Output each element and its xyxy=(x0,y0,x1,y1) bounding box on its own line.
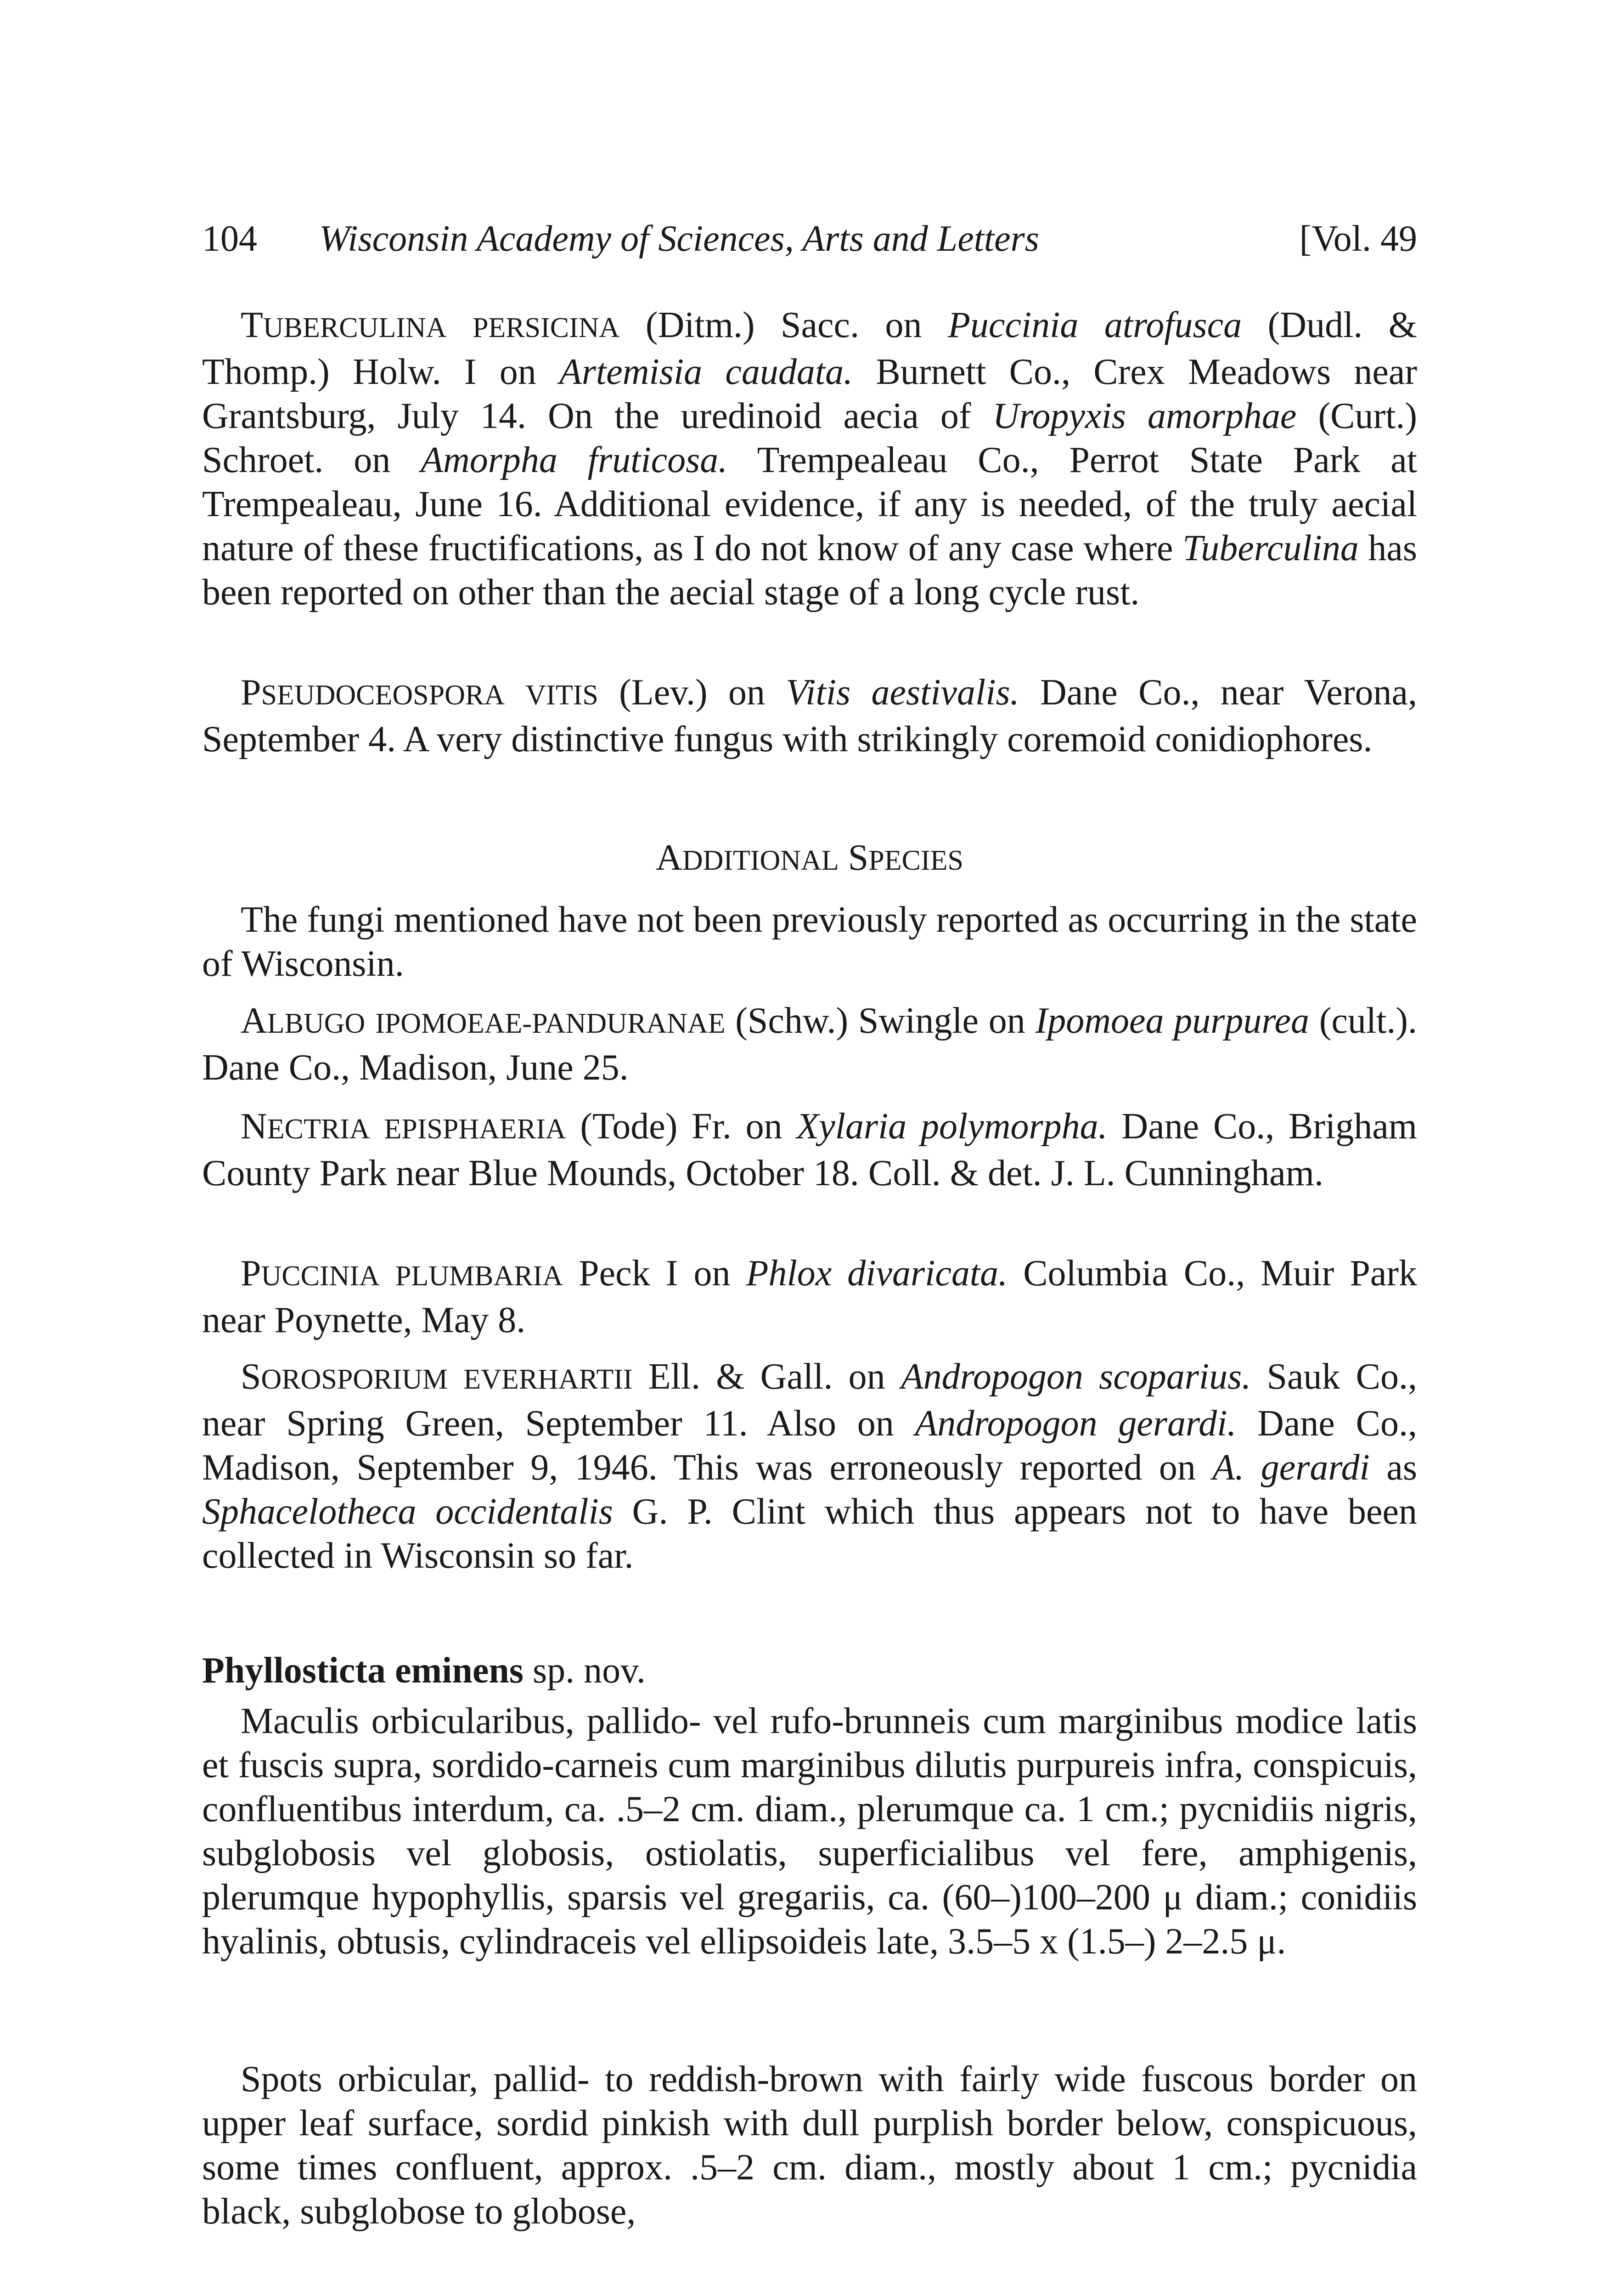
english-description: Spots orbicular, pallid- to reddish-brown with fairly wide fuscous border on upper leaf surface, sordid pinkish with dull purplish border below, conspicuous, some times confluent, approx. .5–2 cm. diam., mostly about 1 cm.; pycnidia black, subglobose to globose, xyxy=(202,2059,1417,2232)
entry-nectria xyxy=(202,1104,1417,1195)
host-name: Xylaria polymorpha. xyxy=(796,1106,1108,1147)
species-name: ALBUGO IPOMOEAE-PANDURANAE xyxy=(241,1001,726,1041)
section-intro: The fungi mentioned have not been previously reported as occurring in the state of Wisconsin. xyxy=(202,900,1417,984)
host-name: Ipomoea purpurea xyxy=(1035,1001,1310,1041)
entry-puccinia xyxy=(202,1251,1417,1342)
species-name: PSEUDOCEOSPORA VITIS xyxy=(241,672,598,713)
entry-paragraph: ALBUGO IPOMOEAE-PANDURANAE (Schw.) Swingle on Ipomoea purpurea (cult.). Dane Co., Madison, June 25. xyxy=(202,1001,1417,1088)
host-name: Artemisia caudata. xyxy=(559,352,853,392)
entry-paragraph: SOROSPORIUM EVERHARTII Ell. & Gall. on Andropogon scoparius. Sauk Co., near Spring Green, September 11. Also on Andropogon gerardi. Dane Co., Madison, September 9, 1946. This was erroneously reported on A. gerardi as Sphacelotheca occidentalis G. P. Clint which thus appears not to have been collected in Wisconsin so far. xyxy=(202,1356,1418,1576)
new-species-label: sp. nov. xyxy=(523,1650,646,1691)
entry-albugo xyxy=(202,999,1417,1090)
species-name-italic: Sphacelotheca occidentalis xyxy=(202,1491,613,1532)
host-name: A. gerardi xyxy=(1212,1447,1370,1488)
new-species-name: Phyllosticta eminens xyxy=(202,1650,523,1691)
host-name: Phlox divaricata. xyxy=(746,1253,1008,1294)
latin-diagnosis: Maculis orbicularibus, pallido- vel rufo-brunneis cum marginibus modice latis et fuscis supra, sordido-carneis cum marginibus dilutis purpureis infra, conspicuis, confluentibus interdum, ca. .5–2 cm. diam., plerumque ca. 1 cm.; pycnidiis nigris, subglobosis vel globosis, ostiolatis, superficialibus vel fere, amphigenis, plerumque hypophyllis, sparsis vel gregariis, ca. (60–)100–200 μ diam.; conidiis hyalinis, obtusis, cylindraceis vel ellipsoideis late, 3.5–5 x (1.5–) 2–2.5 μ. xyxy=(202,1701,1417,1962)
host-name: Andropogon scoparius. xyxy=(901,1356,1251,1397)
host-name: Amorpha fruticosa. xyxy=(421,440,728,480)
host-name: Puccinia atrofusca xyxy=(948,305,1242,345)
running-header xyxy=(202,214,1417,264)
species-name: PUCCINIA PLUMBARIA xyxy=(241,1253,563,1294)
species-name: TUBERCULINA PERSICINA xyxy=(241,305,620,345)
entry-paragraph: NECTRIA EPISPHAERIA (Tode) Fr. on Xylaria polymorpha. Dane Co., Brigham County Park near Blue Mounds, October 18. Coll. & det. J. L. Cunningham. xyxy=(202,1106,1417,1193)
host-name: Andropogon gerardi. xyxy=(915,1403,1237,1444)
section-heading: ADDITIONAL SPECIES xyxy=(656,838,963,878)
volume-number: [Vol. 49 xyxy=(1299,219,1417,259)
genus-name: Tuberculina xyxy=(1182,528,1359,568)
entry-paragraph: TUBERCULINA PERSICINA (Ditm.) Sacc. on Puccinia atrofusca (Dudl. & Thomp.) Holw. I on Artemisia caudata. Burnett Co., Crex Meadows near Grantsburg, July 14. On the uredinoid aecia of Uropyxis amorphae (Curt.) Schroet. on Amorpha fruticosa. Trempealeau Co., Perrot State Park at Trempealeau, June 16. Additional evidence, if any is needed, of the truly aecial nature of these fructifications, as I do not know of any case where Tuberculina has been reported on other than the aecial stage of a long cycle rust. xyxy=(202,305,1418,613)
entry-paragraph: PSEUDOCEOSPORA VITIS (Lev.) on Vitis aestivalis. Dane Co., near Verona, September 4. A very distinctive fungus with strikingly coremoid conidiophores. xyxy=(202,672,1418,760)
journal-title: Wisconsin Academy of Sciences, Arts and Letters xyxy=(319,219,1039,259)
host-name: Vitis aestivalis. xyxy=(786,672,1019,713)
page-number: 104 xyxy=(202,219,257,259)
new-species-heading xyxy=(202,1649,1417,1693)
entry-paragraph: PUCCINIA PLUMBARIA Peck I on Phlox divaricata. Columbia Co., Muir Park near Poynette, May 8. xyxy=(202,1253,1417,1340)
species-name: NECTRIA EPISPHAERIA xyxy=(241,1106,566,1147)
host-name: Uropyxis amorphae xyxy=(992,396,1297,436)
entry-sorosporium xyxy=(202,1355,1417,1578)
entry-pseudoceospora xyxy=(202,670,1417,761)
species-name: SOROSPORIUM EVERHARTII xyxy=(241,1356,633,1397)
entry-tuberculina xyxy=(202,303,1417,614)
